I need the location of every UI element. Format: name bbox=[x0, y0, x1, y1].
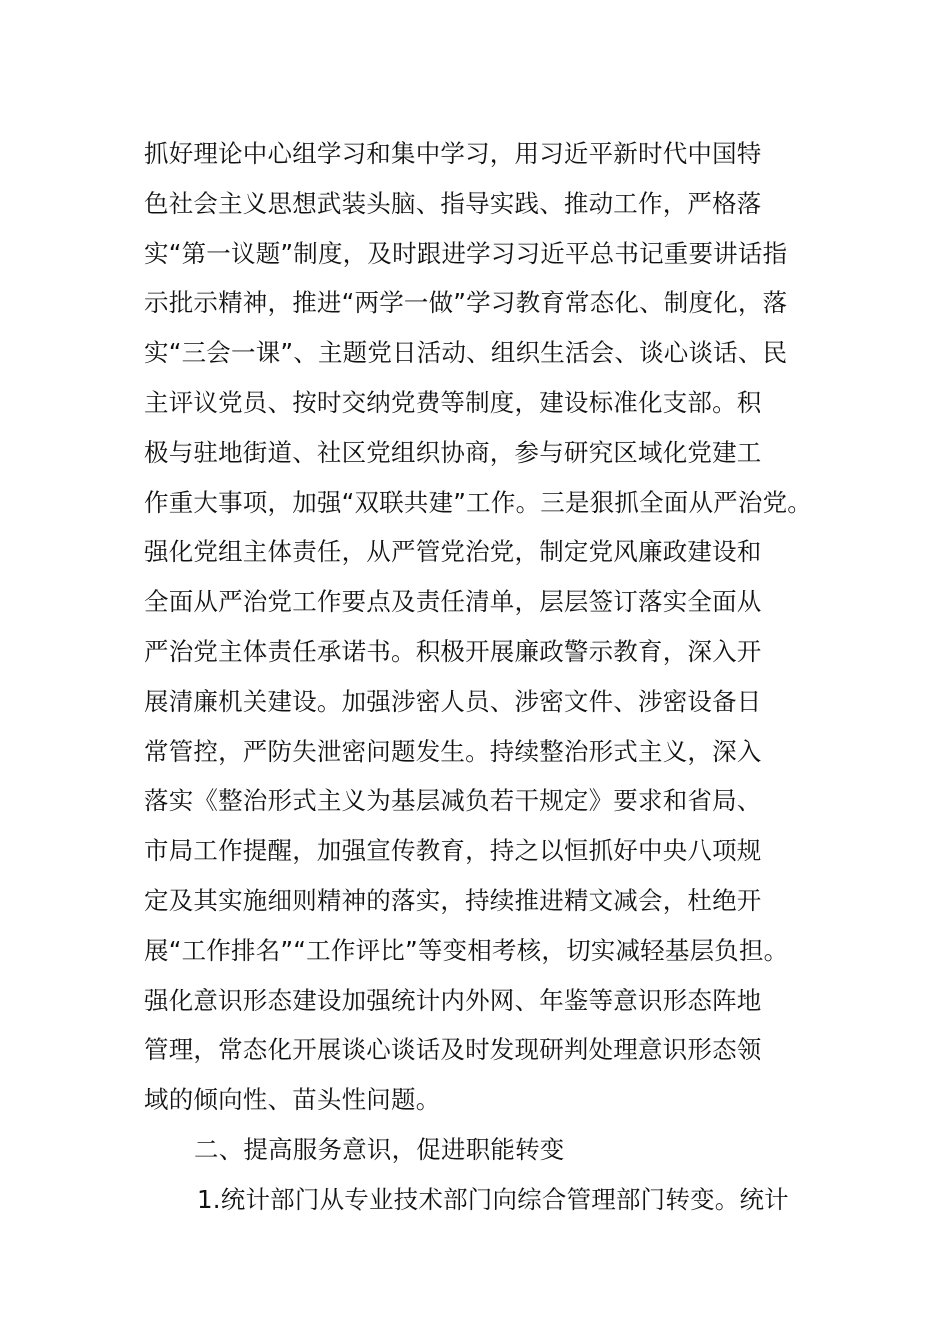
paragraph-line: 展清廉机关建设。加强涉密人员、涉密文件、涉密设备日 bbox=[144, 686, 762, 716]
paragraph-line: 展“工作排名”“工作评比”等变相考核，切实减轻基层负担。 bbox=[144, 935, 789, 965]
paragraph-line: 严治党主体责任承诺书。积极开展廉政警示教育，深入开 bbox=[144, 636, 762, 666]
paragraph-line: 强化党组主体责任，从严管党治党，制定党风廉政建设和 bbox=[144, 537, 762, 567]
paragraph-line: 极与驻地街道、社区党组织协商，参与研究区域化党建工 bbox=[144, 437, 762, 467]
paragraph-line: 实“三会一课”、主题党日活动、组织生活会、谈心谈话、民 bbox=[144, 338, 788, 368]
paragraph-line: 落实《整治形式主义为基层减负若干规定》要求和省局、 bbox=[144, 786, 762, 816]
document-body bbox=[144, 129, 844, 1225]
paragraph-line: 定及其实施细则精神的落实，持续推进精文减会，杜绝开 bbox=[144, 885, 762, 915]
paragraph-line: 全面从严治党工作要点及责任清单，层层签订落实全面从 bbox=[144, 587, 762, 617]
paragraph-line: 常管控，严防失泄密问题发生。持续整治形式主义，深入 bbox=[144, 736, 762, 766]
paragraph-line: 主评议党员、按时交纳党费等制度，建设标准化支部。积 bbox=[144, 387, 762, 417]
paragraph-line: 作重大事项，加强“双联共建”工作。三是狠抓全面从严治党。 bbox=[144, 487, 812, 517]
paragraph-line: 强化意识形态建设加强统计内外网、年鉴等意识形态阵地 bbox=[144, 985, 762, 1015]
paragraph-line: 色社会主义思想武装头脑、指导实践、推动工作，严格落 bbox=[144, 188, 762, 218]
paragraph-line: 示批示精神，推进“两学一做”学习教育常态化、制度化，落 bbox=[144, 288, 788, 318]
section-heading: 二、提高服务意识，促进职能转变 bbox=[194, 1134, 565, 1164]
subsection-line: 1.统计部门从专业技术部门向综合管理部门转变。统计 bbox=[197, 1184, 789, 1214]
paragraph-line: 市局工作提醒，加强宣传教育，持之以恒抓好中央八项规 bbox=[144, 836, 762, 866]
paragraph-line: 抓好理论中心组学习和集中学习，用习近平新时代中国特 bbox=[144, 139, 762, 168]
paragraph-line: 实“第一议题”制度，及时跟进学习习近平总书记重要讲话指 bbox=[144, 238, 788, 268]
paragraph-line: 管理，常态化开展谈心谈话及时发现研判处理意识形态领 bbox=[144, 1035, 762, 1065]
paragraph-line: 域的倾向性、苗头性问题。 bbox=[144, 1085, 441, 1115]
